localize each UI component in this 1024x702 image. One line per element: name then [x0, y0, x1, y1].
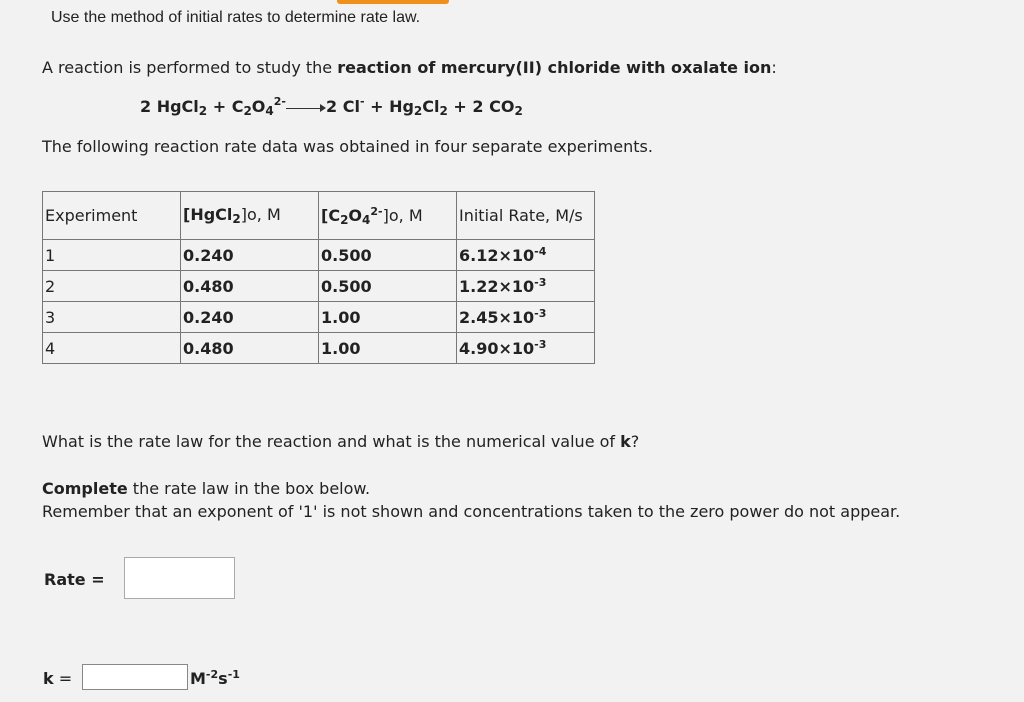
- question-header: Use the method of initial rates to determine rate law.: [51, 9, 421, 26]
- cell-oxalate: 1.00: [319, 333, 457, 364]
- table-row: [43, 333, 595, 364]
- header-initial-rate: Initial Rate, M/s: [457, 192, 595, 240]
- header-experiment: Experiment: [43, 192, 181, 240]
- k-label: k =: [43, 669, 73, 688]
- cell-oxalate: 0.500: [319, 240, 457, 271]
- k-unit-label: $M^{-2}s^{-1}$: [190, 668, 240, 688]
- intro-text: A reaction is performed to study the reaction of mercury(II) chloride with oxalate ion:: [42, 58, 777, 77]
- cell-rate: $1.22\times 10^{-3}$: [457, 271, 595, 302]
- data-note: The following reaction rate data was obtained in four separate experiments.: [42, 137, 653, 156]
- cell-hgcl2: 0.240: [181, 240, 319, 271]
- instruction-complete: Complete the rate law in the box below.: [42, 479, 371, 498]
- cell-hgcl2: 0.480: [181, 333, 319, 364]
- rate-law-question: What is the rate law for the reaction and what is the numerical value of k?: [42, 432, 640, 451]
- cell-rate: $6.12\times 10^{-4}$: [457, 240, 595, 271]
- header-hgcl2: [HgCl$_2$]o, M: [181, 192, 319, 240]
- accent-bar: [337, 0, 449, 4]
- cell-experiment: 4: [43, 333, 181, 364]
- rate-law-answer-box[interactable]: [124, 557, 235, 599]
- table-header-row: [43, 192, 595, 240]
- cell-oxalate: 1.00: [319, 302, 457, 333]
- reaction-arrow-icon: [286, 103, 326, 113]
- rate-label: Rate =: [44, 570, 105, 589]
- cell-experiment: 2: [43, 271, 181, 302]
- k-value-input[interactable]: [82, 664, 188, 690]
- header-oxalate: $[C_2O_4^{2-}]o$, M: [319, 192, 457, 240]
- cell-oxalate: 0.500: [319, 271, 457, 302]
- instruction-exponent-note: Remember that an exponent of '1' is not shown and concentrations taken to the zero power do not appear.: [42, 502, 901, 521]
- table-row: [43, 271, 595, 302]
- reaction-equation: 2 HgCl$_2$ + $C_2O_4^{2-}$ 2 $Cl^- + Hg_2Cl_2 + 2$ $CO_2$: [140, 95, 523, 118]
- cell-hgcl2: 0.240: [181, 302, 319, 333]
- cell-hgcl2: 0.480: [181, 271, 319, 302]
- cell-experiment: 3: [43, 302, 181, 333]
- rate-data-table: [42, 191, 595, 364]
- table-row: [43, 302, 595, 333]
- cell-rate: $4.90\times 10^{-3}$: [457, 333, 595, 364]
- cell-experiment: 1: [43, 240, 181, 271]
- cell-rate: $2.45\times 10^{-3}$: [457, 302, 595, 333]
- table-row: [43, 240, 595, 271]
